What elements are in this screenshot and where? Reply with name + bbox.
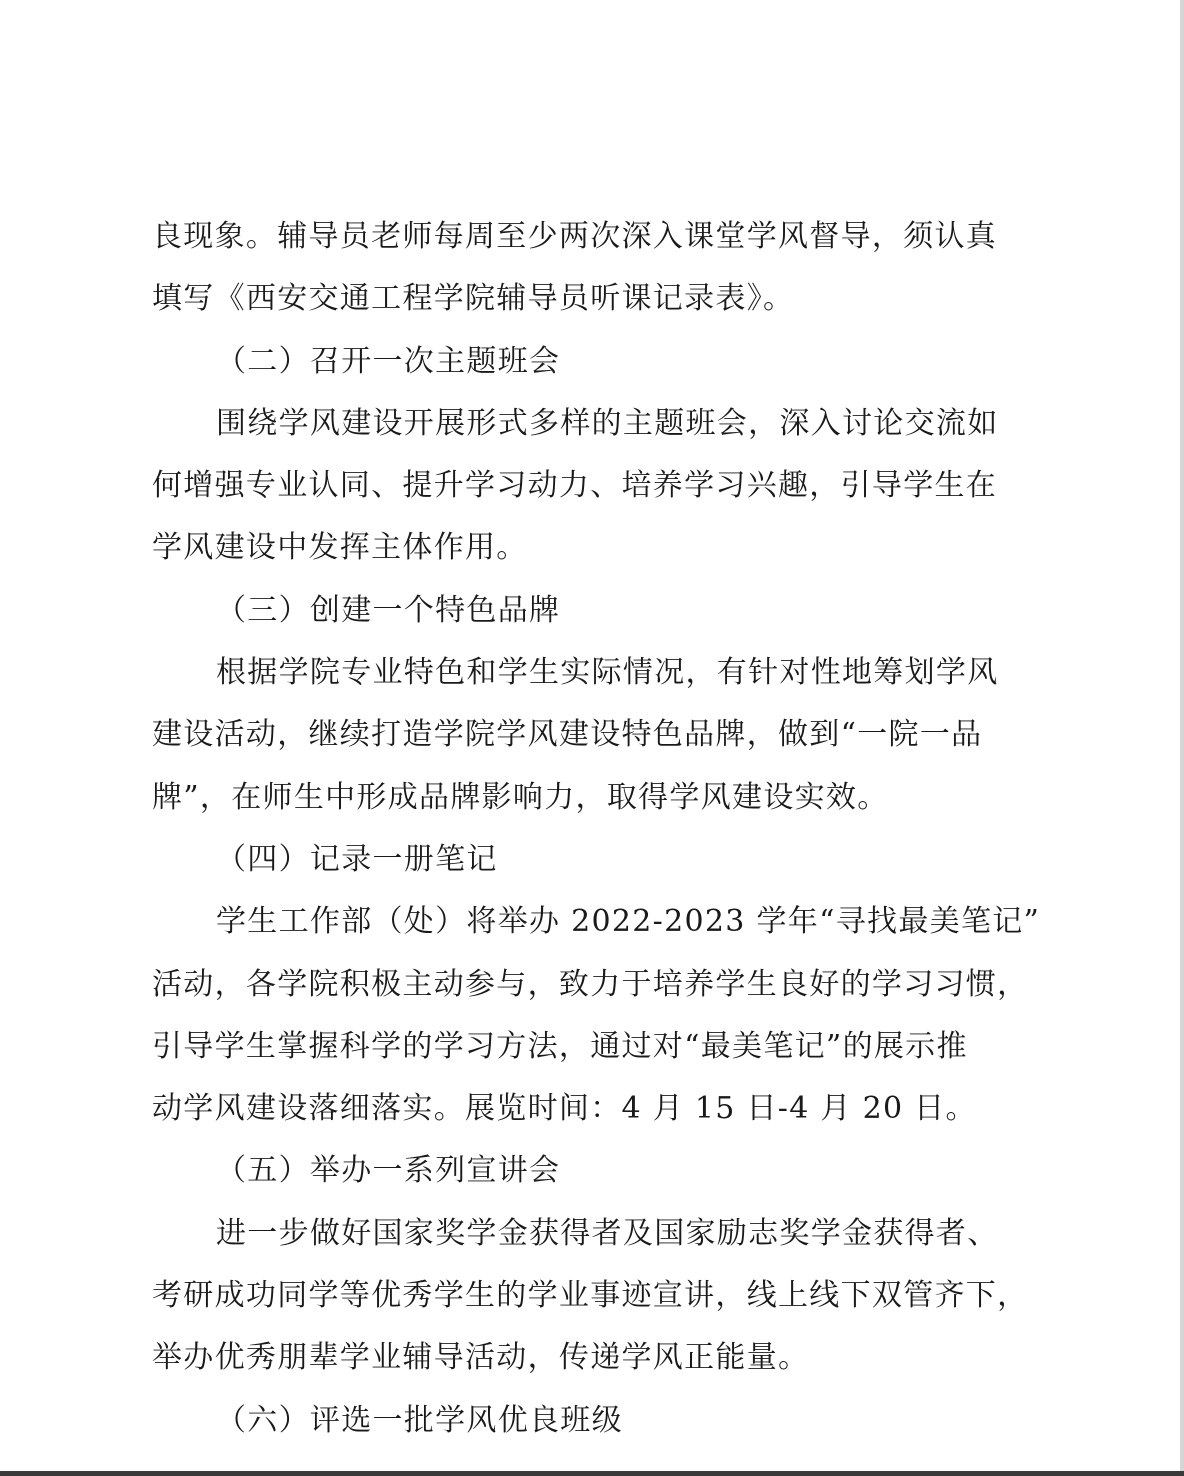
body-line: 学风建设中发挥主体作用。 [152,530,528,566]
section-heading: （六）评选一批学风优良班级 [216,1402,623,1438]
body-line: 活动，各学院积极主动参与，致力于培养学生良好的学习习惯， [152,966,1029,1002]
body-line: 动学风建设落细落实。展览时间：4 月 15 日-4 月 20 日。 [152,1091,977,1127]
paragraph-first-line: 根据学院专业特色和学生实际情况，有针对性地筹划学风 [216,655,999,691]
body-line: 考研成功同学等优秀学生的学业事迹宣讲，线上线下双管齐下， [152,1278,1029,1314]
paragraph-first-line: 围绕学风建设开展形式多样的主题班会，深入讨论交流如 [216,405,999,441]
section-heading: （四）记录一册笔记 [216,841,498,877]
document-body [152,206,1041,1452]
page-bottom-border [0,1471,1184,1476]
paragraph-first-line: 进一步做好国家奖学金获得者及国家励志奖学金获得者、 [216,1215,999,1251]
body-line: 良现象。辅导员老师每周至少两次深入课堂学风督导，须认真 [152,219,998,254]
body-line: 举办优秀朋辈学业辅导活动，传递学风正能量。 [152,1340,810,1376]
body-line: 填写《西安交通工程学院辅导员听课记录表》。 [152,281,795,317]
page-edge [1180,0,1184,1476]
body-line: 牌”，在师生中形成品牌影响力，取得学风建设实效。 [152,779,889,815]
body-line: 何增强专业认同、提升学习动力、培养学习兴趣，引导学生在 [152,468,998,504]
section-heading: （三）创建一个特色品牌 [216,592,561,628]
section-heading: （五）举办一系列宣讲会 [216,1153,561,1189]
section-heading: （二）召开一次主题班会 [216,343,561,379]
body-line: 建设活动，继续打造学院学风建设特色品牌，做到“一院一品 [152,717,983,753]
body-line: 引导学生掌握科学的学习方法，通过对“最美笔记”的展示推 [152,1028,968,1064]
paragraph-first-line: 学生工作部（处）将举办 2022-2023 学年“寻找最美笔记” [216,904,1041,940]
